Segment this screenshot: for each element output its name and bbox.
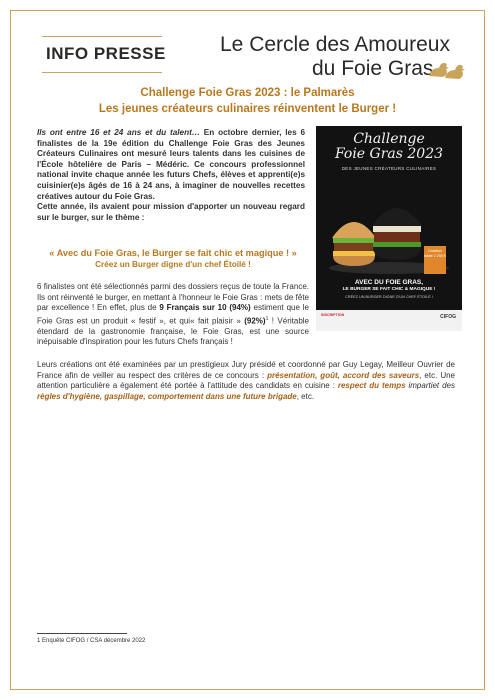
- header: [24, 32, 474, 82]
- criteria-3: règles d'hygiène, gaspillage, comportement dans une future brigade: [37, 391, 297, 401]
- theme-subtitle: Créez un Burger digne d'un chef Étoilé !: [95, 260, 251, 269]
- footnote-divider: [37, 633, 127, 634]
- poster-inscription: INSCRIPTION: [321, 313, 345, 317]
- poster-title: [316, 132, 462, 162]
- challenge-poster: [316, 126, 462, 331]
- poster-subtitle: DES JEUNES CRÉATEURS CULINAIRES: [341, 166, 437, 171]
- intro-body: En octobre dernier, les 6 finalistes de la 19e édition du Challenge Foie Gras des Jeunes Créateurs Culinaires ont mesuré leurs talents dans les cuisines de l'École hôtelière de Paris – Médéric. Ce concours professionnel national invite chaque année les futurs Chefs, élèves et apprenti(e)s cuisinier(e)s âgés de 16 à 24 ans, à imaginer de nouvelles recettes créatives autour du Foie Gras.: [37, 128, 306, 201]
- stat-92: (92%): [244, 316, 266, 326]
- p3-part3: impartiet des: [405, 381, 455, 390]
- ducks-icon: [427, 56, 467, 80]
- footnote: 1 Enquête CIFOG / CSA décembre 2022: [37, 638, 146, 644]
- paragraph-finalists: [37, 282, 309, 348]
- intro-lead: Ils ont entre 16 et 24 ans et du talent…: [37, 128, 200, 137]
- poster-title-line2: Foie Gras 2023: [334, 146, 444, 162]
- cifog-logo: CIFOG: [440, 314, 456, 320]
- info-presse-label: INFO PRESSE: [46, 44, 166, 63]
- stat-94: 9 Français sur 10 (94%): [159, 303, 251, 312]
- intro-mission: Cette année, ils avaient pour mission d'apporter un nouveau regard sur le burger, sur le thème :: [37, 202, 305, 222]
- brand-logo: [220, 32, 470, 82]
- footnote-ref[interactable]: 1: [265, 315, 269, 322]
- theme-quote: « Avec du Foie Gras, le Burger se fait chic et magique ! »: [49, 248, 297, 258]
- poster-footer: [316, 310, 462, 331]
- criteria-1: présentation, goût, accord des saveurs: [267, 370, 420, 380]
- p2-part3: ! Véritable étendard de la gastronomie française, le Foie Gras, est une source inépuisable d'inspiration pour les futurs Chefs français !: [37, 316, 309, 347]
- header-rule-bottom: [42, 72, 162, 73]
- criteria-2: respect du temps: [337, 381, 406, 390]
- poster-tagline3: CRÉEZ UN BURGER DIGNE D'UN CHEF ÉTOILÉ !: [345, 295, 433, 299]
- header-rule-top: [42, 36, 162, 37]
- headline: Challenge Foie Gras 2023 : le Palmarès: [140, 87, 355, 99]
- p2-part2: estiment que le Foie Gras est un produit « festif », et qui« fait plaisir »: [37, 303, 309, 326]
- poster-prize-badge: Dotation totale 2 200 €: [424, 246, 446, 274]
- p3-part1: Leurs créations ont été examinées par un prestigieux Jury présidé et coordonné par Guy Legay, Meilleur Ouvrier de France afin de veiller au respect des critères de ce concours :: [37, 360, 455, 380]
- p3-part4: , etc.: [296, 391, 315, 401]
- subheadline: Les jeunes créateurs culinaires réinventent le Burger !: [98, 103, 397, 115]
- paragraph-jury: [37, 360, 455, 402]
- theme-block: [37, 248, 309, 270]
- poster-title-line1: Challenge: [353, 131, 425, 147]
- p2-part1: 6 finalistes ont été sélectionnés parmi des dossiers reçus de toute la France. Ils ont réinventé le burger, en mettant à l'honneur le Foie Gras : mets de fête par excellence ! En effet, plus de: [37, 282, 309, 312]
- poster-tagline2: LE BURGER SE FAIT CHIC & MAGIQUE !: [342, 287, 436, 292]
- p3-part2: , etc. Une attention particulière a également été portée à l'attitude des candidats en cuisine :: [37, 370, 455, 390]
- poster-tagline1: AVEC DU FOIE GRAS,: [354, 279, 424, 286]
- brand-line2: du Foie Gras: [312, 57, 434, 80]
- intro-paragraph: [37, 128, 305, 223]
- brand-line1: Le Cercle des Amoureux: [220, 33, 450, 56]
